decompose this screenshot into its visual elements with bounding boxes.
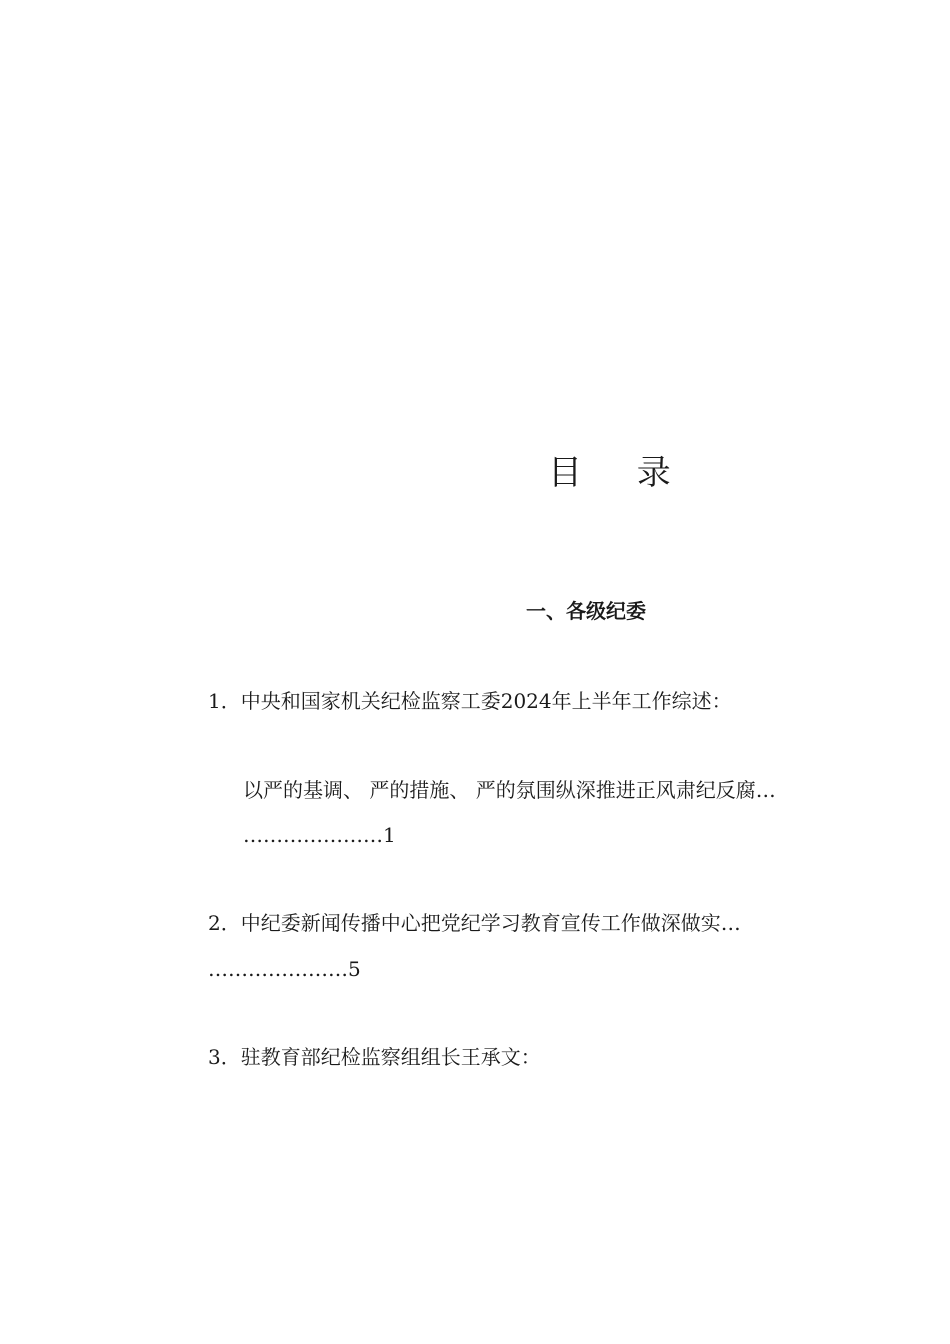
toc-entry-2-page-leader: …………………5 [208, 957, 361, 981]
toc-entry-1-line-2: 以严的基调、 严的措施、 严的氛围纵深推进正风肃纪反腐… [243, 778, 776, 802]
toc-entry-2-line-1: 2．中纪委新闻传播中心把党纪学习教育宣传工作做深做实… [208, 911, 741, 935]
section-heading: 一、各级纪委 [526, 599, 646, 623]
toc-entry-1-line-1: 1．中央和国家机关纪检监察工委2024年上半年工作综述： [208, 689, 732, 713]
toc-entry-1-page-leader: …………………1 [243, 823, 396, 847]
toc-entry-3-line-1: 3．驻教育部纪检监察组组长王承文： [208, 1045, 541, 1069]
toc-title: 目 录 [548, 453, 693, 493]
